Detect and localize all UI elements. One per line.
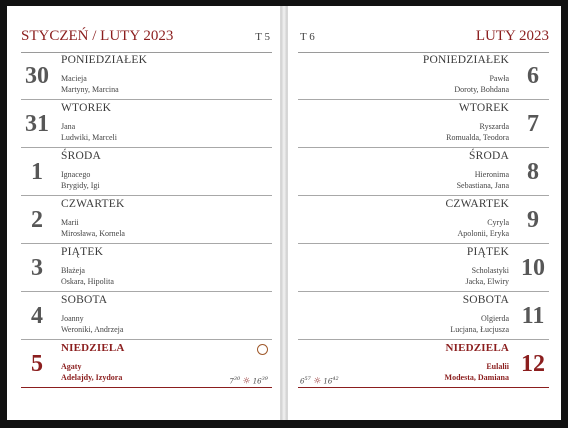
sun-icon: ☼ [242, 376, 251, 387]
day-row [298, 100, 549, 148]
day-row [21, 52, 272, 100]
name-day-secondary: Sebastiana, Jana [456, 180, 509, 190]
weekday-name: PONIEDZIAŁEK [61, 54, 148, 66]
name-day-primary: Jana [61, 122, 76, 131]
weekday-name: ŚRODA [469, 150, 509, 162]
sunrise-minute: 57 [304, 376, 311, 382]
right-week-number: T 6 [300, 31, 315, 43]
name-day-secondary: Modesta, Damiana [444, 372, 509, 382]
day-number: 8 [527, 159, 539, 185]
weekday-name: PIĄTEK [61, 246, 104, 258]
name-day-primary: Pawła [489, 74, 509, 83]
name-days [61, 218, 125, 239]
name-day-primary: Olgierda [481, 314, 509, 323]
sunrise-sunset-times [300, 376, 339, 386]
day-number: 1 [31, 159, 43, 185]
left-page-header [21, 28, 272, 53]
weekday-name: CZWARTEK [61, 198, 125, 210]
left-page [7, 6, 281, 420]
day-number: 12 [521, 351, 545, 377]
weekday-name: CZWARTEK [445, 198, 509, 210]
sunrise-hour: 6 [300, 377, 305, 386]
day-row [21, 244, 272, 292]
full-moon-icon [257, 344, 268, 355]
day-row [298, 148, 549, 196]
sunset-hour: 16 [252, 377, 262, 386]
sunrise-hour: 7 [229, 377, 234, 386]
left-week-number: T 5 [255, 31, 270, 43]
day-number: 11 [521, 303, 545, 329]
day-number: 5 [31, 351, 43, 377]
name-days [446, 122, 509, 143]
weekday-name: WTOREK [458, 102, 509, 114]
weekday-name: PIĄTEK [466, 246, 509, 258]
name-days [61, 74, 119, 95]
name-day-secondary: Romualda, Teodora [446, 132, 509, 142]
name-day-secondary: Brygidy, Igi [61, 180, 100, 190]
name-day-primary: Hieronima [474, 170, 509, 179]
name-day-secondary: Martyny, Marcina [61, 84, 119, 94]
name-days [445, 362, 509, 383]
name-day-primary: Macieja [61, 74, 87, 83]
weekday-name: ŚRODA [61, 150, 101, 162]
name-day-secondary: Oskara, Hipolita [61, 276, 114, 286]
name-day-secondary: Jacka, Elwiry [465, 276, 509, 286]
name-days [61, 266, 114, 287]
day-row [21, 292, 272, 340]
day-number: 7 [527, 111, 539, 137]
right-page-title: LUTY 2023 [475, 28, 549, 44]
sun-icon: ☼ [313, 376, 322, 387]
name-days [457, 170, 509, 191]
name-days [61, 122, 117, 143]
sunset-hour: 16 [323, 377, 333, 386]
day-number: 9 [527, 207, 539, 233]
day-number: 2 [31, 207, 43, 233]
name-days [454, 74, 509, 95]
name-day-secondary: Mirosława, Kornela [61, 228, 125, 238]
weekday-name: NIEDZIELA [61, 342, 125, 354]
name-day-secondary: Lucjana, Łucjusza [450, 324, 509, 334]
name-day-secondary: Apolonii, Eryka [457, 228, 509, 238]
name-day-secondary: Adelajdy, Izydora [61, 372, 123, 382]
sunset-minute: 42 [332, 376, 339, 382]
day-row-sunday [21, 340, 272, 388]
name-day-secondary: Doroty, Bohdana [454, 84, 509, 94]
name-day-primary: Marii [61, 218, 79, 227]
right-page [287, 6, 561, 420]
day-row [298, 292, 549, 340]
name-days [61, 362, 122, 383]
name-day-primary: Agaty [61, 362, 82, 371]
name-day-primary: Joanny [61, 314, 84, 323]
weekday-name: NIEDZIELA [445, 342, 509, 354]
name-days [61, 314, 123, 335]
day-number: 31 [25, 111, 49, 137]
name-day-primary: Cyryla [487, 218, 509, 227]
sunrise-sunset-times [229, 376, 268, 386]
name-day-primary: Ignacego [61, 170, 91, 179]
name-days [457, 218, 509, 239]
name-days [61, 170, 100, 191]
day-row-sunday [298, 340, 549, 388]
left-page-title: STYCZEŃ / LUTY 2023 [21, 28, 174, 44]
day-row [298, 52, 549, 100]
name-day-secondary: Weroniki, Andrzeja [61, 324, 124, 334]
day-row [298, 196, 549, 244]
day-number: 6 [527, 63, 539, 89]
name-day-secondary: Ludwiki, Marceli [61, 132, 117, 142]
sunrise-minute: 30 [233, 376, 241, 382]
sunset-minute: 39 [261, 376, 268, 382]
name-days [450, 314, 509, 335]
name-day-primary: Ryszarda [479, 122, 509, 131]
weekday-name: SOBOTA [61, 294, 108, 306]
day-number: 10 [521, 255, 545, 281]
day-row [21, 196, 272, 244]
weekday-name: PONIEDZIAŁEK [422, 54, 509, 66]
weekday-name: WTOREK [61, 102, 112, 114]
weekday-name: SOBOTA [462, 294, 509, 306]
name-days [465, 266, 509, 287]
day-row [21, 100, 272, 148]
name-day-primary: Scholastyki [471, 266, 509, 275]
day-number: 4 [31, 303, 43, 329]
day-number: 3 [31, 255, 43, 281]
day-row [298, 244, 549, 292]
name-day-primary: Eulalii [486, 362, 509, 371]
name-day-primary: Błażeja [61, 266, 85, 275]
day-number: 30 [25, 63, 49, 89]
day-row [21, 148, 272, 196]
right-page-header [298, 28, 549, 53]
